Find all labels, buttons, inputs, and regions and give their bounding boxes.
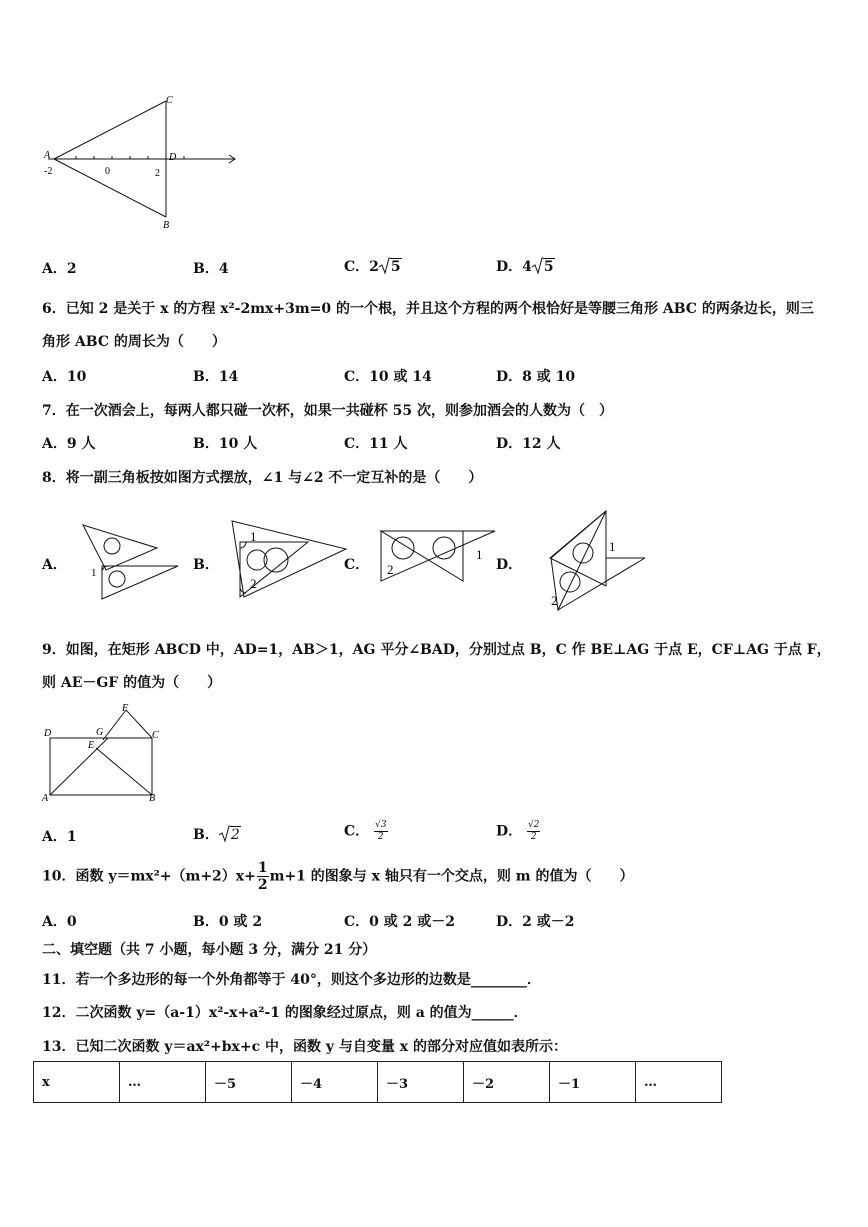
q9-figure	[38, 700, 168, 806]
q8-option-a[interactable]: A．	[42, 557, 67, 573]
tick-label-0: 0	[105, 166, 110, 177]
q8a-angle1-label: 1	[91, 567, 97, 579]
q9-option-c-numerator: √3	[375, 820, 387, 830]
q8-figure-c	[378, 526, 503, 586]
tick-label-neg2: -2	[44, 166, 53, 177]
q10-option-b[interactable]: B．0 或 2	[193, 914, 263, 930]
q9-option-d-denominator: 2	[530, 832, 537, 842]
q8-option-d[interactable]: D．	[496, 557, 523, 573]
table-cell: x	[34, 1062, 120, 1103]
q5-radicand: 5	[390, 259, 401, 275]
label-b: B	[163, 220, 170, 231]
q5-option-b[interactable]: B．4	[193, 261, 229, 277]
section-heading: 二、填空题（共 7 小题，每小题 3 分，满分 21 分）	[42, 942, 377, 958]
q7-option-c[interactable]: C．11 人	[344, 436, 408, 452]
q9-option-a[interactable]: A．1	[42, 829, 77, 845]
sqrt-icon	[532, 257, 543, 275]
table-cell: －1	[550, 1062, 636, 1103]
q6-stem-line2: 角形 ABC 的周长为（ ）	[42, 334, 226, 350]
q13-stem: 13．已知二次函数 y＝ax²+bx+c 中，函数 y 与自变量 x 的部分对应值如表所示：	[42, 1039, 568, 1055]
q10-stem-start: 10．函数 y＝mx²+（m+2）x+	[42, 868, 256, 885]
tick-label-2: 2	[155, 168, 160, 179]
q9-option-d-label: D．	[496, 823, 523, 840]
q5-radicand: 5	[543, 259, 554, 275]
segment-ac	[54, 101, 166, 159]
q9-label-d: D	[44, 728, 52, 739]
q9-option-c[interactable]	[344, 820, 388, 843]
q11-stem: 11．若一个多边形的每一个外角都等于 40°，则这个多边形的边数是________．	[42, 972, 541, 988]
q8b-angle1-label: 1	[250, 529, 257, 544]
q10-option-d[interactable]: D．2 或－2	[496, 914, 575, 930]
q6-option-d[interactable]: D．8 或 10	[496, 369, 576, 385]
q9-stem-line1: 9．如图，在矩形 ABCD 中，AD=1，AB＞1，AG 平分∠BAD，分别过点 B，C 作 BE⊥AG 于点 E，CF⊥AG 于点 F，	[42, 642, 831, 658]
sqrt-icon	[379, 257, 390, 275]
value-table	[33, 1061, 722, 1103]
q10-frac-numerator: 1	[257, 860, 268, 876]
table-cell: …	[636, 1062, 722, 1103]
q12-stem: 12．二次函数 y=（a-1）x²-x+a²-1 的图象经过原点，则 a 的值为______．	[42, 1005, 528, 1021]
q5-option-d-label: D．4	[496, 259, 532, 275]
q7-option-b[interactable]: B．10 人	[193, 436, 258, 452]
q10-frac-denominator: 2	[257, 877, 268, 893]
q9-option-b-label: B．	[193, 827, 219, 843]
q9-option-c-denominator: 2	[377, 832, 384, 842]
label-a: A	[44, 150, 51, 161]
label-d: D	[169, 152, 177, 163]
q7-stem: 7．在一次酒会上，每两人都只碰一次杯，如果一共碰杯 55 次，则参加酒会的人数为（ ）	[42, 403, 613, 419]
q9-label-f: F	[122, 703, 129, 714]
q8-figure-d	[545, 506, 655, 616]
q5-option-a[interactable]: A．2	[42, 261, 77, 277]
q6-option-c[interactable]: C．10 或 14	[344, 369, 432, 385]
q6-option-b[interactable]: B．14	[193, 369, 239, 385]
q8d-angle2-label: 2	[551, 593, 558, 608]
table-cell: －5	[206, 1062, 292, 1103]
q10-option-a[interactable]: A．0	[42, 914, 77, 930]
q10-stem	[42, 860, 633, 893]
q9-label-a: A	[42, 793, 49, 804]
q8-option-c[interactable]: C．	[344, 557, 370, 573]
q5-option-c-label: C．2	[344, 259, 379, 275]
q5-option-d[interactable]	[496, 256, 555, 276]
q8d-angle1-label: 1	[609, 539, 616, 554]
q9-option-d[interactable]	[496, 820, 540, 843]
q9-label-g: G	[96, 727, 104, 738]
q8-option-b[interactable]: B．	[193, 557, 219, 573]
q7-option-a[interactable]: A．9 人	[42, 436, 96, 452]
q9-option-c-label: C．	[344, 823, 370, 840]
q9-label-c: C	[152, 730, 159, 741]
table-cell: －4	[292, 1062, 378, 1103]
table-row	[34, 1062, 722, 1103]
q9-option-d-numerator: √2	[528, 820, 540, 830]
q8c-angle2-label: 2	[387, 562, 394, 577]
q6-option-a[interactable]: A．10	[42, 369, 87, 385]
q10-stem-end: m+1 的图象与 x 轴只有一个交点，则 m 的值为（ ）	[269, 868, 634, 885]
table-cell: －2	[464, 1062, 550, 1103]
segment-ab	[54, 159, 166, 217]
q5-figure	[30, 88, 250, 238]
q6-stem-line1: 6．已知 2 是关于 x 的方程 x²-2mx+3m=0 的一个根，并且这个方程的两个根恰好是等腰三角形 ABC 的两条边长，则三	[42, 301, 814, 317]
q9-stem-line2: 则 AE－GF 的值为（ ）	[42, 675, 222, 691]
q8-figure-b	[228, 518, 353, 603]
sqrt-icon	[219, 825, 230, 843]
q8c-angle1-label: 1	[476, 547, 483, 562]
q7-option-d[interactable]: D．12 人	[496, 436, 561, 452]
table-cell: －3	[378, 1062, 464, 1103]
label-c: C	[166, 95, 173, 106]
q10-option-c[interactable]: C．0 或 2 或－2	[344, 914, 455, 930]
q8-stem: 8．将一副三角板按如图方式摆放，∠1 与∠2 不一定互补的是（ ）	[42, 470, 483, 486]
table-cell: …	[120, 1062, 206, 1103]
q8-figure-a	[80, 520, 190, 605]
q8b-angle2-label: 2	[250, 576, 257, 591]
q9-label-e: E	[88, 740, 95, 751]
q9-option-b[interactable]	[193, 824, 241, 844]
q9-label-b: B	[149, 793, 156, 804]
q5-option-c[interactable]	[344, 256, 402, 276]
q9-option-b-radicand: 2	[230, 827, 240, 843]
